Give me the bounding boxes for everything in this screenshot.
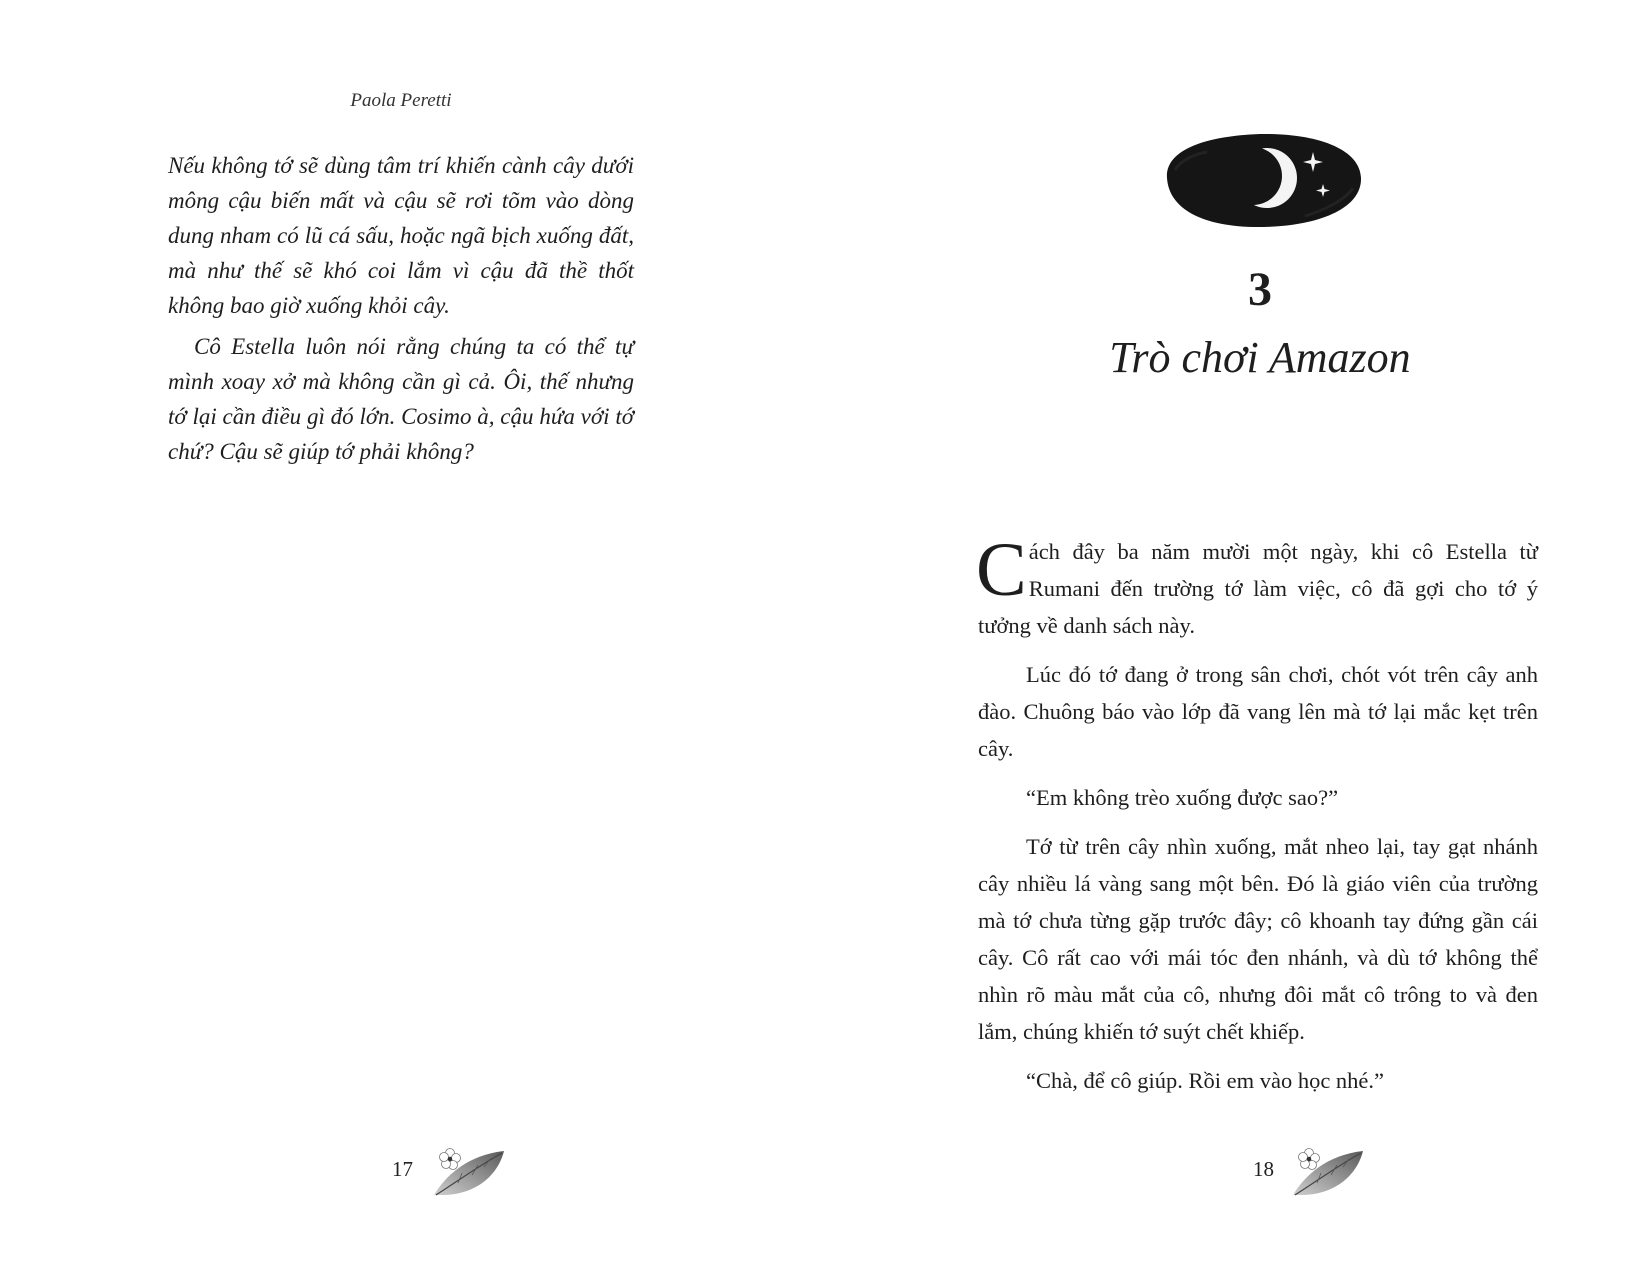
running-head: Paola Peretti — [350, 90, 452, 111]
first-paragraph — [976, 528, 1538, 644]
paragraph: Tớ từ trên cây nhìn xuống, mắt nheo lại, tay gạt nhánh cây nhiều lá vàng sang một bên. Đó là giáo viên của trường mà tớ chưa từng gặp trước đây; cô khoanh tay đứng gần cái cây. Cô rất cao với mái tóc đen nhánh, và dù tớ không thể nhìn rõ màu mắt của cô, nhưng đôi mắt cô trông to và đen lắm, chúng khiến tớ suýt chết khiếp. — [978, 834, 1538, 1044]
first-paragraph-text: ách đây ba năm mười một ngày, khi cô Estella từ Rumani đến trường tớ làm việc, cô đã gợi cho tớ ý tưởng về danh sách này. — [978, 539, 1538, 638]
paragraph: Cô Estella luôn nói rằng chúng ta có thể tự mình xoay xở mà không cần gì cả. Ôi, thế nhưng tớ lại cần điều gì đó lớn. Cosimo à, cậu hứa với tớ chứ? Cậu sẽ giúp tớ phải không? — [168, 334, 634, 464]
leaf-flower-icon — [428, 1145, 508, 1201]
right-page — [825, 0, 1650, 1275]
paragraph: “Chà, để cô giúp. Rồi em vào học nhé.” — [1026, 1068, 1385, 1093]
moon-and-stars-icon — [1155, 130, 1365, 230]
chapter-title: Trò chơi Amazon — [1109, 333, 1411, 382]
paragraph: Nếu không tớ sẽ dùng tâm trí khiến cành cây dưới mông cậu biến mất và cậu sẽ rơi tõm vào dòng dung nham có lũ cá sấu, hoặc ngã bịch xuống đất, mà như thế sẽ khó coi lắm vì cậu đã thề thốt không bao giờ xuống khỏi cây. — [168, 153, 634, 318]
drop-cap: C — [976, 528, 1027, 612]
paragraph: Lúc đó tớ đang ở trong sân chơi, chót vót trên cây anh đào. Chuông báo vào lớp đã vang lên mà tớ lại mắc kẹt trên cây. — [978, 662, 1538, 761]
leaf-flower-icon — [1287, 1145, 1367, 1201]
paragraph: “Em không trèo xuống được sao?” — [1026, 785, 1339, 810]
chapter-number: 3 — [1248, 263, 1272, 316]
left-page-body — [168, 148, 634, 475]
page-number-right: 18 — [1253, 1157, 1274, 1181]
page-number-left: 17 — [392, 1157, 413, 1181]
right-page-body — [976, 528, 1538, 1111]
